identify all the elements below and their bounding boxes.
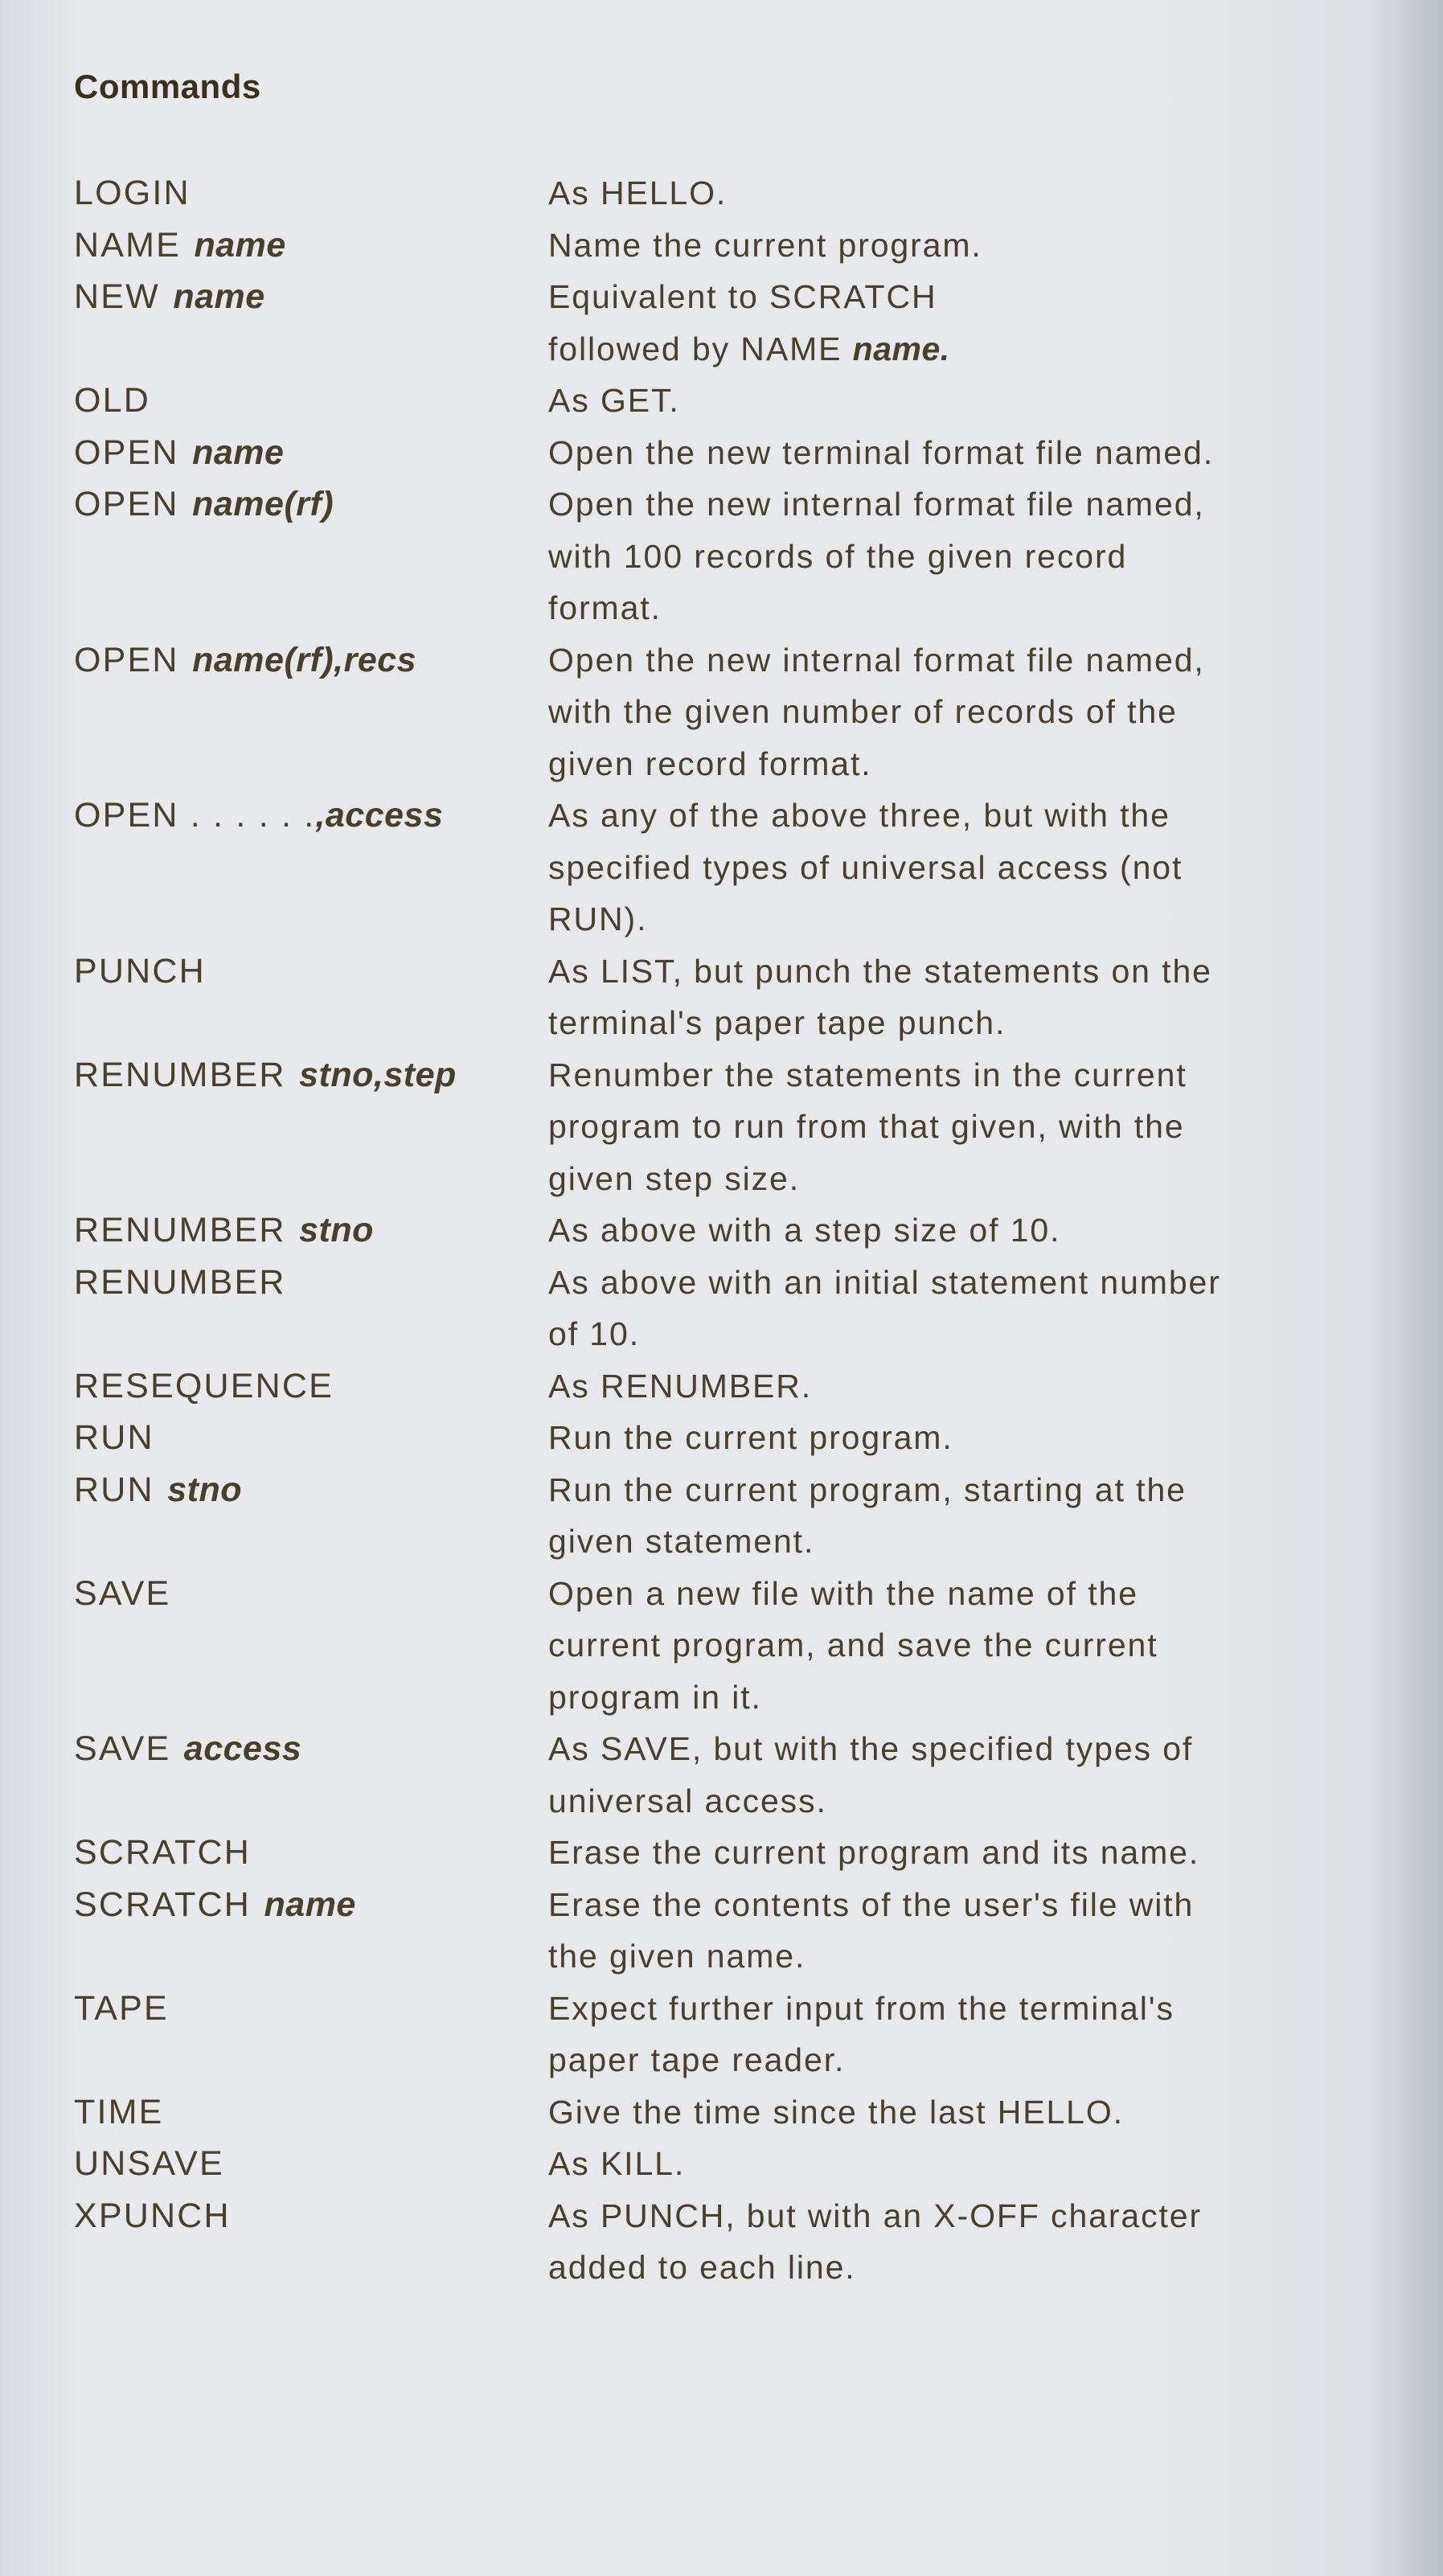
command-row — [74, 1049, 1344, 1205]
description-line: Open a new file with the name of the — [548, 1574, 1138, 1612]
command-argument: name — [182, 433, 285, 472]
description-line: terminal's paper tape punch. — [548, 1004, 1006, 1041]
command-name: RUN — [74, 1418, 154, 1457]
command-name: PUNCH — [74, 951, 206, 991]
description-line: Open the new terminal format file named. — [548, 433, 1215, 471]
command-argument: name(rf),recs — [182, 640, 417, 679]
command-name: TAPE — [74, 1988, 169, 2028]
command-name: RENUMBER — [74, 1055, 286, 1094]
description-line: paper tape reader. — [548, 2041, 846, 2078]
command-description — [548, 478, 1344, 634]
command-description — [548, 2190, 1344, 2294]
command-name: SCRATCH — [74, 1885, 252, 1924]
description-line: RUN). — [548, 900, 648, 937]
command-argument: name(rf) — [182, 485, 334, 523]
command-syntax — [74, 219, 548, 272]
command-name: UNSAVE — [74, 2144, 224, 2183]
command-row — [74, 1204, 1344, 1257]
description-line: universal access. — [548, 1782, 827, 1819]
command-row — [74, 2138, 1344, 2190]
command-name: OPEN — [74, 433, 179, 472]
description-line: As above with an initial statement number — [548, 1263, 1221, 1301]
command-name: OLD — [74, 381, 151, 420]
command-row — [74, 375, 1344, 427]
description-line: Expect further input from the terminal's — [548, 1989, 1174, 2027]
command-argument: stno — [157, 1470, 242, 1509]
command-description — [548, 167, 1344, 219]
command-syntax — [74, 271, 548, 323]
command-argument: stno — [289, 1211, 374, 1249]
command-argument: name — [162, 277, 265, 316]
command-syntax — [74, 478, 548, 531]
command-row — [74, 1983, 1344, 2086]
command-syntax — [74, 790, 548, 842]
description-line: given statement. — [548, 1523, 815, 1560]
command-description — [548, 1049, 1344, 1205]
command-row — [74, 1827, 1344, 1879]
command-description — [548, 271, 1344, 375]
command-row — [74, 219, 1344, 272]
command-syntax — [74, 1879, 548, 1931]
command-name: RUN — [74, 1470, 154, 1509]
description-line: given step size. — [548, 1159, 800, 1197]
command-description — [548, 1204, 1344, 1257]
description-line: As above with a step size of 10. — [548, 1212, 1061, 1249]
command-description — [548, 1983, 1344, 2086]
command-description — [548, 1723, 1344, 1827]
command-syntax — [74, 1827, 548, 1879]
description-line: given record format. — [548, 744, 872, 782]
command-row — [74, 427, 1344, 479]
command-description — [548, 790, 1344, 945]
description-line: specified types of universal access (not — [548, 848, 1183, 886]
description-line: Equivalent to SCRATCH — [548, 278, 937, 315]
description-line: Open the new internal format file named, — [548, 641, 1205, 679]
command-description — [548, 945, 1344, 1049]
command-syntax — [74, 375, 548, 427]
command-name: OPEN — [74, 640, 179, 679]
description-line: with 100 records of the given record — [548, 537, 1128, 575]
command-syntax — [74, 167, 548, 219]
command-row — [74, 1879, 1344, 1983]
command-name: RESEQUENCE — [74, 1366, 334, 1405]
description-line: Run the current program, starting at the — [548, 1471, 1187, 1508]
command-name: XPUNCH — [74, 2196, 231, 2235]
description-line: added to each line. — [548, 2249, 856, 2286]
command-argument: ,access — [315, 796, 444, 835]
description-line: format. — [548, 589, 662, 626]
description-line: Run the current program. — [548, 1419, 953, 1456]
description-line: Open the new internal format file named, — [548, 486, 1205, 523]
description-line: Erase the contents of the user's file with — [548, 1885, 1195, 1923]
description-line: Renumber the statements in the current — [548, 1056, 1187, 1093]
command-name: NAME — [74, 225, 182, 265]
command-argument: name — [254, 1885, 356, 1924]
description-line: current program, and save the current — [548, 1626, 1158, 1663]
command-name: TIME — [74, 2092, 164, 2131]
command-syntax — [74, 2190, 548, 2242]
description-line: As GET. — [548, 382, 680, 419]
description-line: As LIST, but punch the statements on the — [548, 952, 1212, 990]
command-description — [548, 1257, 1344, 1360]
command-name: RENUMBER — [74, 1211, 286, 1249]
command-row — [74, 1568, 1344, 1724]
command-row — [74, 478, 1344, 634]
command-name: OPEN — [74, 485, 179, 523]
command-name: SAVE — [74, 1573, 171, 1613]
command-syntax — [74, 1257, 548, 1309]
command-description — [548, 2086, 1344, 2139]
command-name: RENUMBER — [74, 1262, 286, 1302]
command-description — [548, 1827, 1344, 1879]
description-line: As any of the above three, but with the — [548, 797, 1170, 834]
command-name: SAVE — [74, 1729, 171, 1768]
command-name: NEW — [74, 277, 160, 316]
command-row — [74, 945, 1344, 1049]
command-syntax — [74, 1568, 548, 1620]
command-description — [548, 2138, 1344, 2190]
description-line: As PUNCH, but with an X-OFF character — [548, 2197, 1203, 2234]
command-name: OPEN . . . . . . — [74, 796, 316, 835]
command-syntax — [74, 1049, 548, 1101]
command-description — [548, 219, 1344, 272]
command-description — [548, 427, 1344, 479]
command-row — [74, 271, 1344, 375]
command-row — [74, 634, 1344, 790]
command-syntax — [74, 1723, 548, 1775]
command-description — [548, 1412, 1344, 1464]
command-syntax — [74, 634, 548, 687]
command-description — [548, 1464, 1344, 1568]
command-description — [548, 1568, 1344, 1724]
command-description — [548, 634, 1344, 790]
command-syntax — [74, 2138, 548, 2190]
command-argument: stno,step — [289, 1055, 457, 1094]
command-description — [548, 1879, 1344, 1983]
command-row — [74, 1257, 1344, 1360]
description-line: program to run from that given, with the — [548, 1108, 1185, 1145]
command-argument: access — [174, 1729, 302, 1768]
command-row — [74, 1360, 1344, 1413]
description-line: As SAVE, but with the specified types of — [548, 1730, 1194, 1767]
description-line: Give the time since the last HELLO. — [548, 2093, 1124, 2131]
description-line: As HELLO. — [548, 174, 728, 211]
command-argument: name — [184, 225, 286, 265]
command-row — [74, 790, 1344, 945]
command-description — [548, 375, 1344, 427]
command-row — [74, 1412, 1344, 1464]
command-row — [74, 2086, 1344, 2139]
description-line: Erase the current program and its name. — [548, 1834, 1200, 1871]
command-syntax — [74, 945, 548, 998]
description-line: As KILL. — [548, 2145, 686, 2182]
command-syntax — [74, 1983, 548, 2035]
command-description — [548, 1360, 1344, 1413]
description-line: program in it. — [548, 1678, 762, 1716]
command-row — [74, 1464, 1344, 1568]
command-syntax — [74, 1360, 548, 1413]
description-line: of 10. — [548, 1315, 640, 1352]
command-row — [74, 167, 1344, 219]
command-row — [74, 2190, 1344, 2294]
description-line: followed by NAME name. — [548, 330, 950, 367]
section-heading: Commands — [74, 68, 261, 105]
description-line: Name the current program. — [548, 226, 982, 264]
command-syntax — [74, 1464, 548, 1516]
description-line: the given name. — [548, 1938, 806, 1975]
description-line: with the given number of records of the — [548, 693, 1178, 730]
command-list — [74, 167, 1344, 2294]
command-syntax — [74, 1204, 548, 1257]
command-syntax — [74, 2086, 548, 2139]
command-name: SCRATCH — [74, 1833, 252, 1872]
command-name: LOGIN — [74, 174, 191, 212]
command-syntax — [74, 427, 548, 479]
command-row — [74, 1723, 1344, 1827]
description-line: As RENUMBER. — [548, 1367, 813, 1405]
command-syntax — [74, 1412, 548, 1464]
